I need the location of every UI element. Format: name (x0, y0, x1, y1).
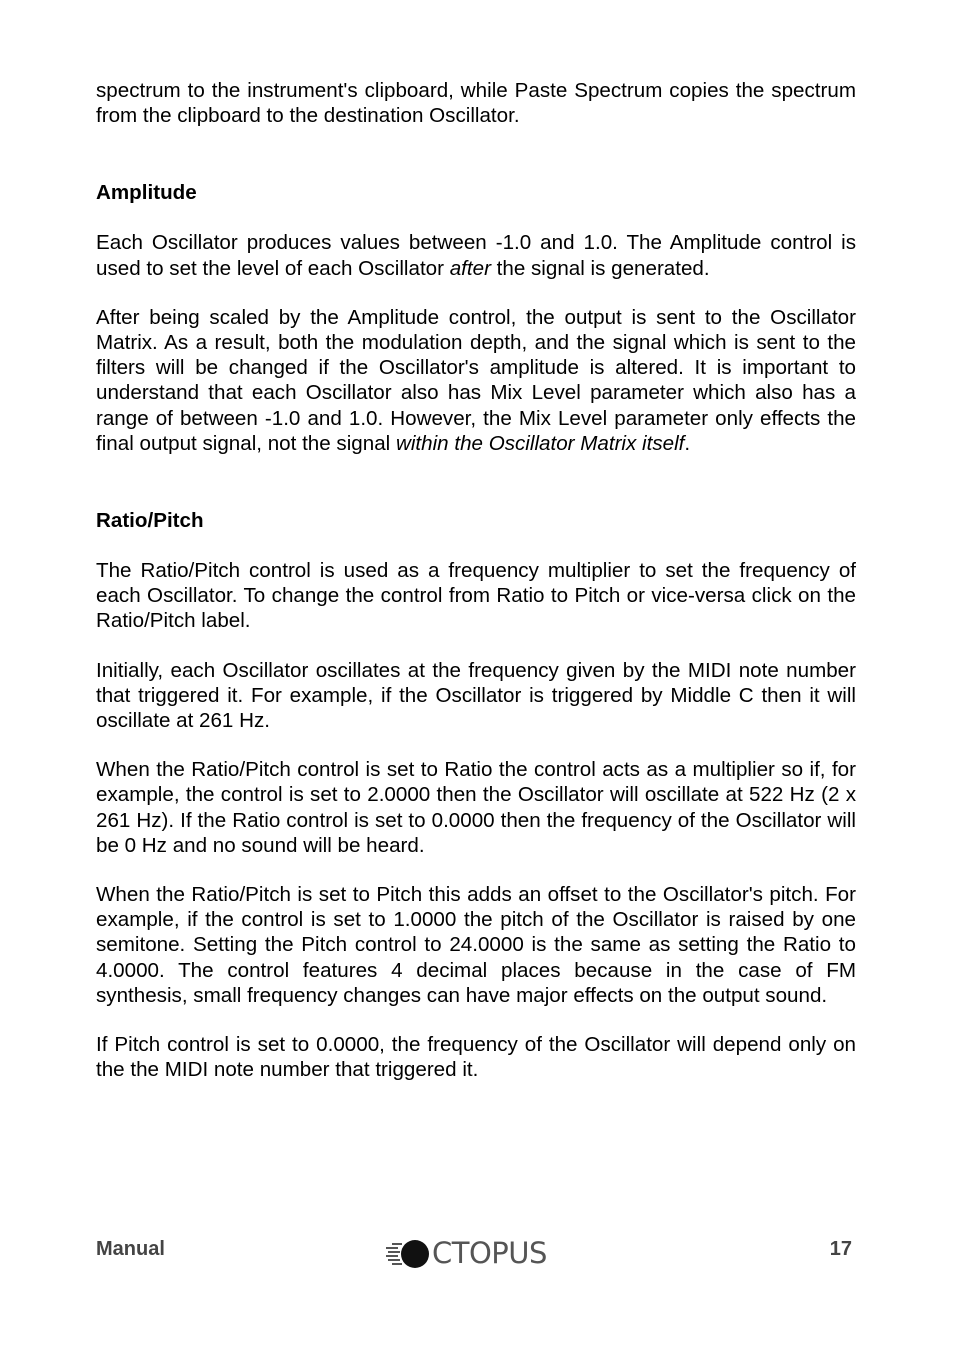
page-body (96, 78, 856, 1082)
octopus-logo-icon (386, 1236, 430, 1270)
paragraph-ratio-2: Initially, each Oscillator oscillates at the frequency given by the MIDI note number that triggered it. For example, if the Oscillator is triggered by Middle C then it will oscillate at 261 Hz. (96, 658, 856, 733)
page-footer (96, 1234, 856, 1274)
text-run: Each Oscillator produces values between -1.0 and 1.0. The Amplitude control is used to set the level of each Oscillator (96, 231, 856, 280)
emphasis-within: within the Oscillator Matrix itself (395, 431, 685, 455)
paragraph-amplitude-1 (96, 230, 856, 280)
octopus-logo (386, 1234, 547, 1272)
paragraph-amplitude-2 (96, 305, 856, 456)
footer-manual-label: Manual (96, 1238, 165, 1260)
heading-ratio-pitch: Ratio/Pitch (96, 509, 204, 533)
text-run: the signal is generated. (490, 256, 710, 280)
page-number: 17 (829, 1238, 852, 1260)
text-run: . (684, 431, 691, 455)
emphasis-after: after (449, 256, 491, 280)
paragraph-ratio-5: If Pitch control is set to 0.0000, the frequency of the Oscillator will depend only on the the MIDI note number that triggered it. (96, 1033, 856, 1082)
paragraph-ratio-1: The Ratio/Pitch control is used as a frequency multiplier to set the frequency of each Oscillator. To change the control from Ratio to Pitch or vice-versa click on the Ratio/Pitch label. (96, 559, 856, 633)
paragraph-ratio-3: When the Ratio/Pitch control is set to Ratio the control acts as a multiplier so if, for example, the control is set to 2.0000 then the Oscillator will oscillate at 522 Hz (2 x 261 Hz). If the Ratio control is set to 0.0000 then the frequency of the Oscillator will be 0 Hz and no sound will be heard. (96, 758, 856, 857)
octopus-logo-text: CTOPUS (432, 1236, 547, 1270)
text-run: After being scaled by the Amplitude control, the output is sent to the Oscillator Matrix. As a result, both the modulation depth, and the signal which is sent to the filters will be changed if the Oscillator's amplitude is altered. It is important to understand that each Oscillator also has Mix Level parameter which also has a range of between -1.0 and 1.0. However, the Mix Level parameter only effects the final output signal, not the signal (96, 305, 856, 455)
paragraph-spectrum-continued: spectrum to the instrument's clipboard, while Paste Spectrum copies the spectrum from the clipboard to the destination Oscillator. (96, 79, 856, 128)
heading-amplitude: Amplitude (96, 181, 197, 205)
paragraph-ratio-4: When the Ratio/Pitch is set to Pitch this adds an offset to the Oscillator's pitch. For example, if the control is set to 1.0000 the pitch of the Oscillator is raised by one semitone. Setting the Pitch control to 24.0000 is the same as setting the Ratio to 4.0000. The control features 4 decimal places because in the case of FM synthesis, small frequency changes can have major effects on the output sound. (96, 883, 856, 1007)
